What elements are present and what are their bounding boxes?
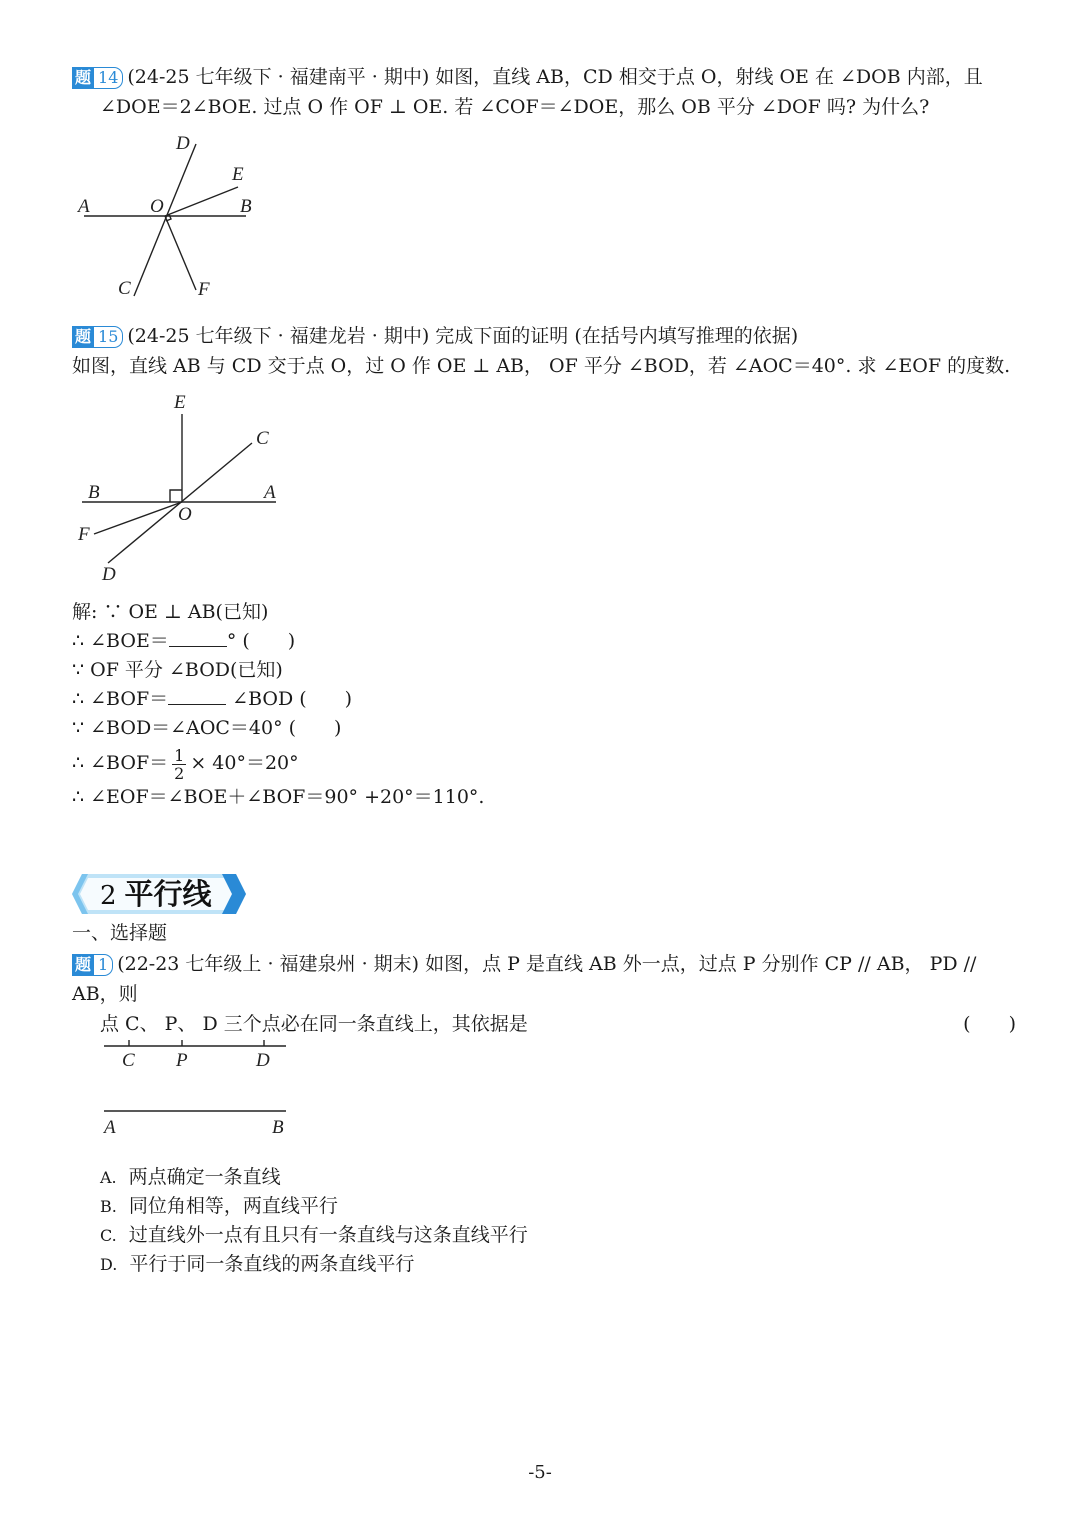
solution-line: ∴ ∠BOF＝ $\frac{1}{2}$ × 40°＝20° — [72, 745, 299, 783]
q14-line2: ∠DOE＝2∠BOE. 过点 O 作 OF ⊥ OE. 若 ∠COF＝∠DOE，那么 OB 平分 ∠DOF 吗? 为什么? — [100, 96, 930, 118]
fraction: $\frac{1}{2}$ — [174, 745, 185, 783]
right-angle-mark — [170, 490, 182, 502]
answer-blank[interactable] — [169, 630, 227, 647]
label-d: D — [176, 133, 190, 154]
answer-paren[interactable]: ( ) — [963, 1013, 1016, 1035]
ray-of — [165, 216, 196, 290]
q1-line2: 点 C、 P、 D 三个点必在同一条直线上，其依据是 ( ) — [72, 1009, 1018, 1039]
option-a[interactable]: A. 两点确定一条直线 — [100, 1166, 281, 1188]
option-b[interactable]: B. 同位角相等，两直线平行 — [100, 1195, 338, 1217]
q14-line1: 题 14 (24-25 七年级下 · 福建南平 · 期中) 如图，直线 AB，CD 相交于点 O，射线 OE 在 ∠DOB 内部，且 — [72, 62, 1018, 92]
label-p: P — [176, 1050, 188, 1071]
page-number: -5- — [528, 1462, 552, 1483]
label-o: O — [178, 504, 192, 525]
q14-figure — [72, 130, 272, 300]
solution-line: ∴ ∠EOF＝∠BOE＋∠BOF＝90° +20°＝110°. — [72, 786, 485, 808]
solution-line: 解: ∵ OE ⊥ AB(已知) — [72, 601, 269, 623]
q1-figure — [96, 1032, 296, 1142]
question-tag: 题 15 — [72, 326, 123, 348]
q15-line2: 如图，直线 AB 与 CD 交于点 O，过 O 作 OE ⊥ AB， OF 平分 ∠BOD，若 ∠AOC＝40°. 求 ∠EOF 的度数. — [72, 355, 1011, 377]
section-title: 2 平行线 — [100, 877, 212, 911]
label-a: A — [264, 482, 276, 503]
solution-line: ∴ ∠BOF＝ ∠BOD ( ) — [72, 688, 353, 710]
label-f: F — [198, 279, 210, 300]
label-c: C — [256, 428, 269, 449]
line-cd — [134, 144, 196, 296]
label-c: C — [118, 278, 131, 299]
label-a: A — [104, 1117, 116, 1138]
question-14 — [72, 62, 1018, 122]
label-e: E — [174, 392, 186, 413]
label-d: D — [102, 564, 116, 585]
label-b: B — [240, 196, 252, 217]
label-d: D — [256, 1050, 270, 1071]
question-tag: 题 14 — [72, 67, 123, 89]
question-tag: 题 1 — [72, 954, 113, 976]
solution-line: ∵ OF 平分 ∠BOD(已知) — [72, 659, 283, 681]
label-c: C — [122, 1050, 135, 1071]
q15-line1: 题 15 (24-25 七年级下 · 福建龙岩 · 期中) 完成下面的证明 (在括号内填写推理的依据) — [72, 321, 1018, 351]
q1-line1: 题 1 (22-23 七年级上 · 福建泉州 · 期末) 如图，点 P 是直线 AB 外一点，过点 P 分别作 CP // AB， PD // AB，则 — [72, 953, 977, 1005]
solution-line: ∵ ∠BOD＝∠AOC＝40° ( ) — [72, 717, 342, 739]
label-f: F — [78, 524, 90, 545]
answer-blank[interactable] — [168, 688, 226, 705]
label-e: E — [232, 164, 244, 185]
label-b: B — [272, 1117, 284, 1138]
q1-options — [100, 1163, 528, 1279]
q15-solution — [72, 598, 484, 812]
label-o: O — [150, 196, 164, 217]
option-d[interactable]: D. 平行于同一条直线的两条直线平行 — [100, 1253, 415, 1275]
option-c[interactable]: C. 过直线外一点有且只有一条直线与这条直线平行 — [100, 1224, 528, 1246]
q15-figure — [72, 388, 292, 588]
solution-line: ∴ ∠BOE＝ ° ( ) — [72, 630, 296, 652]
question-15 — [72, 321, 1018, 381]
label-b: B — [88, 482, 100, 503]
section-subheading: 一、选择题 — [72, 922, 168, 944]
question-1 — [72, 949, 1018, 1039]
label-a: A — [78, 196, 90, 217]
ray-of — [94, 502, 182, 534]
